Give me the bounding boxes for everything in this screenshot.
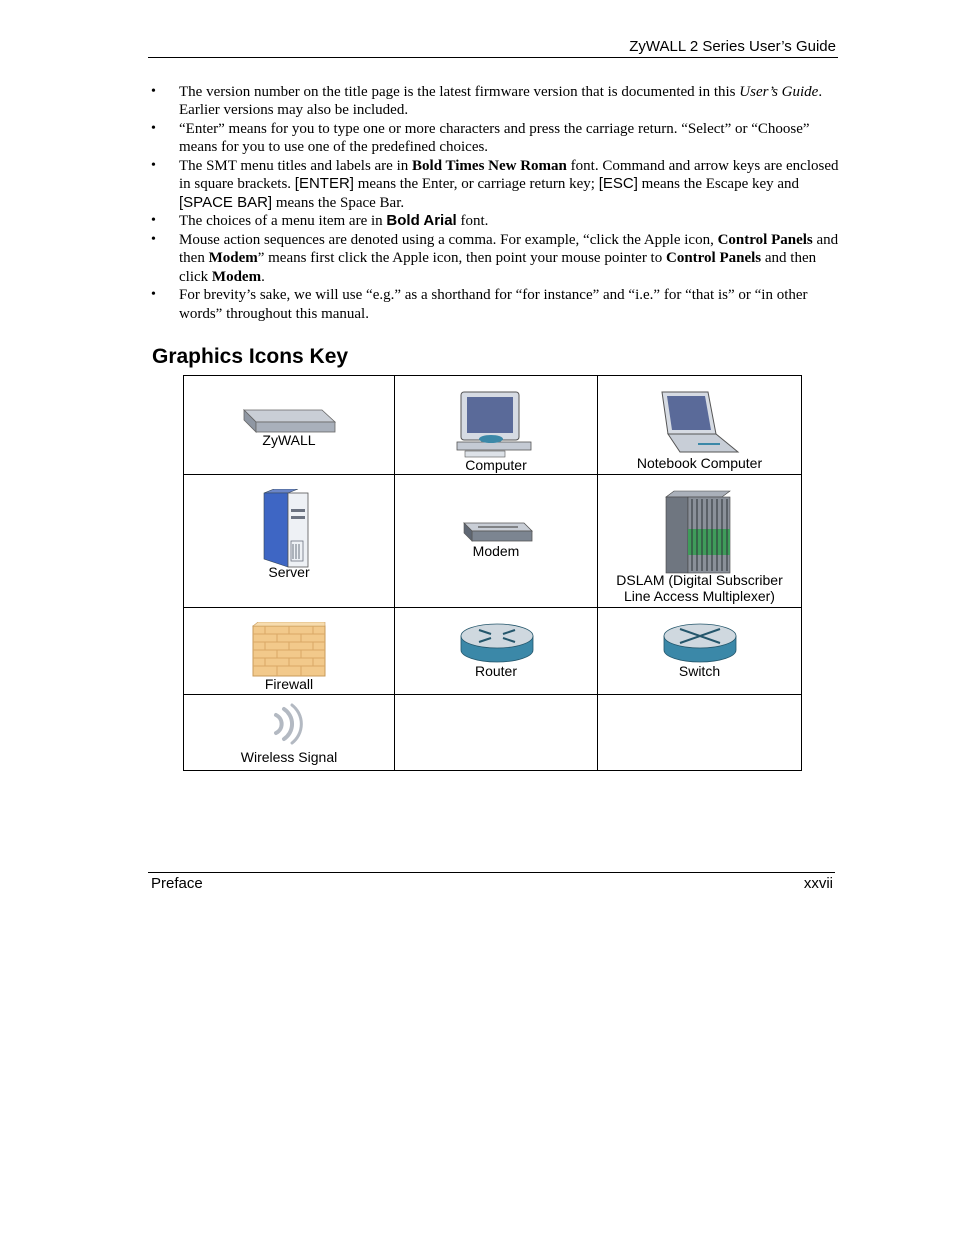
bullet-text: The choices of a menu item are in: [179, 213, 387, 230]
bullet-text: Modem: [211, 268, 262, 285]
switch-label: Switch: [678, 663, 721, 679]
bullet-text: means the Space Bar.: [272, 194, 405, 211]
firewall-icon: [252, 622, 327, 678]
modem-icon: [458, 521, 536, 545]
dslam-icon: [664, 489, 734, 575]
router-icon: [459, 622, 535, 664]
cell-router: [395, 608, 598, 695]
cell-server: [184, 475, 395, 608]
bullet-text: .: [261, 268, 265, 285]
cell-firewall: [184, 608, 395, 695]
bullet-item: [151, 120, 841, 157]
bullet-text: The SMT menu titles and labels are in: [179, 157, 413, 174]
bullet-item: [151, 231, 841, 286]
header-title: ZyWALL 2 Series User’s Guide: [629, 38, 836, 55]
bullet-item: [151, 83, 841, 120]
footer-page-number: xxvii: [803, 875, 833, 892]
cell-notebook: [598, 376, 802, 475]
bullet-text: Mouse action sequences are denoted using a comma. For example, “click the Apple icon,: [179, 231, 718, 248]
cell-computer: [395, 376, 598, 475]
cell-modem: [395, 475, 598, 608]
cell-switch: [598, 608, 802, 695]
bullet-text: font.: [456, 213, 489, 230]
bullet-text: Modem: [208, 250, 258, 267]
bullet-item: [151, 157, 841, 212]
bullet-text: . Earlier versions may also be included.: [179, 84, 823, 119]
zywall-label: ZyWALL: [262, 432, 316, 448]
bullet-text: [SPACE BAR]: [179, 193, 273, 211]
bullet-text: means the Escape key and: [637, 176, 800, 193]
cell-dslam: [598, 475, 802, 608]
zywall-icon: [242, 406, 337, 434]
bullet-item: [151, 286, 841, 323]
bullet-text: Bold Times New Roman: [412, 157, 567, 174]
computer-icon: [455, 390, 535, 460]
icons-key-table: [183, 375, 802, 771]
bullet-item: [151, 212, 841, 230]
router-label: Router: [474, 663, 518, 679]
bullet-text: [ENTER]: [294, 175, 354, 193]
notebook-label: Notebook Computer: [636, 455, 763, 471]
section-title: Graphics Icons Key: [152, 345, 349, 368]
bullet-text: For brevity’s sake, we will use “e.g.” as a shorthand for “for instance” and “i.e.” for “that is” or “in other words” throughout this manual.: [179, 287, 808, 322]
computer-label: Computer: [465, 457, 527, 473]
firewall-label: Firewall: [264, 676, 314, 692]
bullet-text: Control Panels: [717, 231, 813, 248]
bullet-text: font. Command and arrow keys are enclosed in square brackets.: [179, 157, 839, 193]
footer-rule: [148, 872, 835, 873]
cell-wireless: [184, 695, 395, 771]
header-rule: [148, 57, 838, 58]
bullet-list: [151, 83, 841, 323]
bullet-text: Bold Arial: [386, 212, 457, 230]
cell-empty-1: [395, 695, 598, 771]
wireless-label: Wireless Signal: [240, 749, 338, 765]
footer-section: Preface: [151, 875, 203, 892]
wireless-signal-icon: [262, 703, 308, 745]
bullet-text: ” means first click the Apple icon, then point your mouse pointer to: [257, 250, 666, 267]
modem-label: Modem: [472, 543, 520, 559]
bullet-text: User’s Guide: [739, 84, 819, 100]
bullet-text: Control Panels: [665, 250, 762, 267]
bullet-text: and then: [179, 231, 839, 267]
dslam-label-line1: DSLAM (Digital Subscriber: [616, 572, 783, 588]
cell-zywall: [184, 376, 395, 475]
bullet-text: and then click: [179, 250, 817, 285]
server-label: Server: [268, 564, 310, 580]
cell-empty-2: [598, 695, 802, 771]
bullet-text: means the Enter, or carriage return key;: [353, 176, 599, 193]
bullet-text: The version number on the title page is the latest firmware version that is documented in this: [179, 84, 740, 100]
bullet-text: [ESC]: [598, 175, 638, 193]
bullet-text: “Enter” means for you to type one or more characters and press the carriage return. “Select” or “Choose” means for you to use one of the predefined choices.: [179, 120, 810, 156]
switch-icon: [662, 622, 738, 664]
server-icon: [262, 489, 312, 569]
body-text: [151, 83, 841, 323]
notebook-computer-icon: [658, 390, 743, 456]
dslam-label-line2: Line Access Multiplexer): [624, 588, 775, 604]
